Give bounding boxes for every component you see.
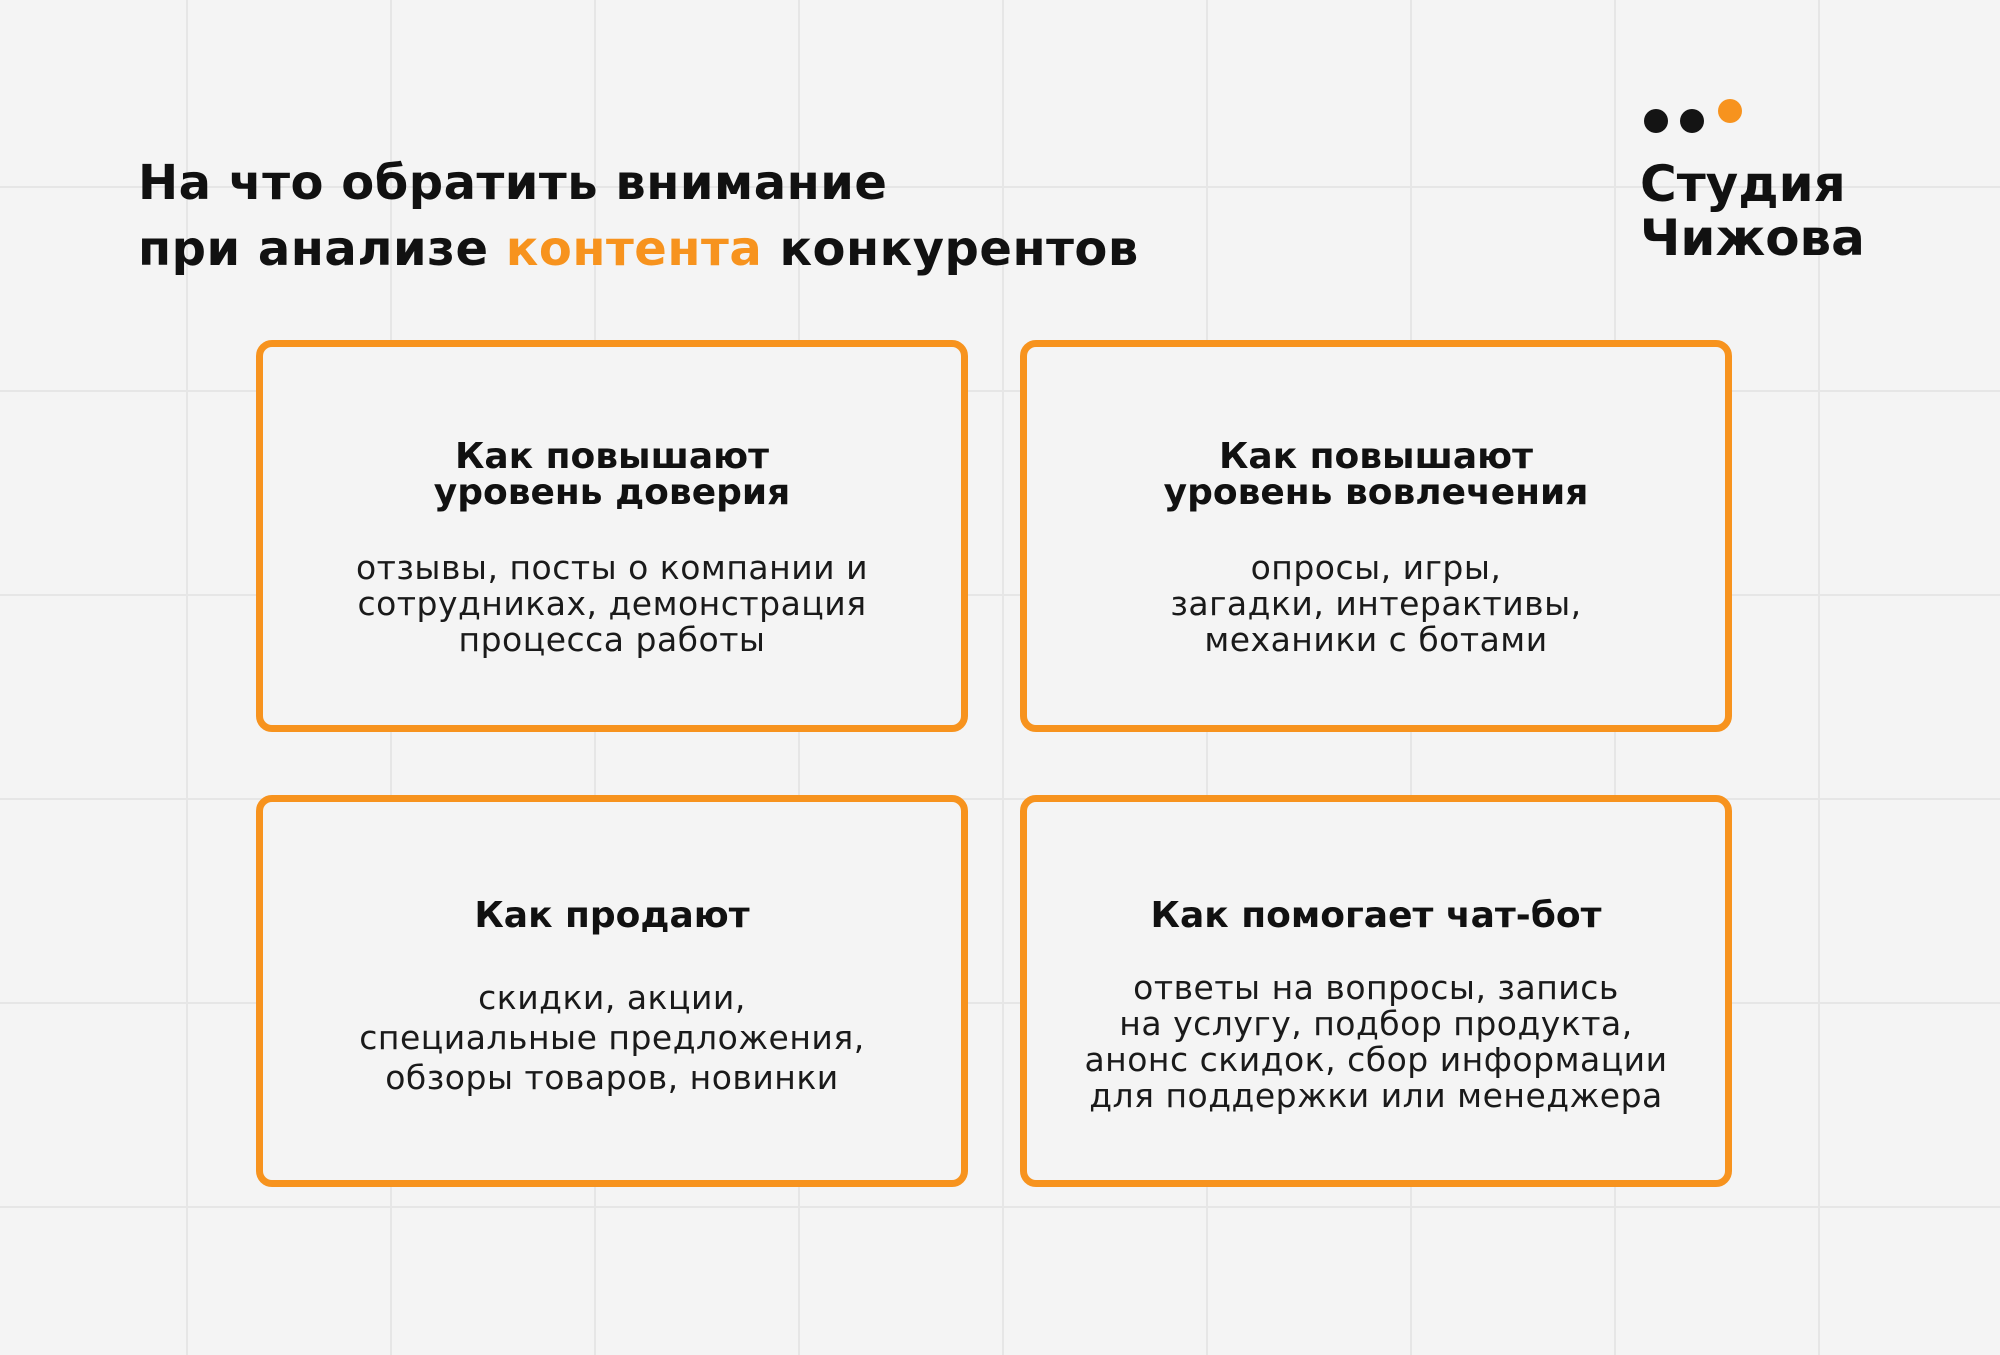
logo-dot-black-2: [1680, 109, 1704, 133]
logo-dot-orange: [1718, 99, 1742, 123]
logo-dots-icon: [1644, 95, 1744, 135]
logo-line-1: Студия: [1640, 155, 1846, 213]
card-body: ответы на вопросы, запись на услугу, подбор продукта, анонс скидок, сбор информации для поддержки или менеджера: [1084, 968, 1668, 1115]
card-title: Как повышают уровень доверия: [433, 436, 791, 513]
logo-dot-black-1: [1644, 109, 1668, 133]
card-trust: [256, 340, 968, 732]
page-title-line-1: На что обратить внимание: [138, 155, 888, 211]
page-title-text: при анализе: [138, 221, 506, 277]
card-body: отзывы, посты о компании и сотрудниках, демонстрация процесса работы: [355, 548, 869, 659]
card-title: Как повышают уровень вовлечения: [1163, 436, 1589, 513]
page-title: [138, 150, 1338, 282]
logo-wordmark: [1640, 157, 1865, 265]
card-chatbot: [1020, 795, 1732, 1187]
card-body: скидки, акции, специальные предложения, обзоры товаров, новинки: [359, 978, 865, 1097]
card-body: опросы, игры, загадки, интерактивы, механики с ботами: [1170, 548, 1582, 659]
page-title-text-end: конкурентов: [762, 221, 1139, 277]
studio-logo: [1640, 95, 1900, 275]
card-title: Как продают: [474, 895, 750, 936]
page-title-line-2: [138, 216, 1338, 282]
card-engagement: [1020, 340, 1732, 732]
logo-line-2: Чижова: [1640, 209, 1865, 267]
page-title-accent-word: контента: [505, 221, 763, 277]
card-sales: [256, 795, 968, 1187]
card-title: Как помогает чат-бот: [1150, 895, 1602, 936]
